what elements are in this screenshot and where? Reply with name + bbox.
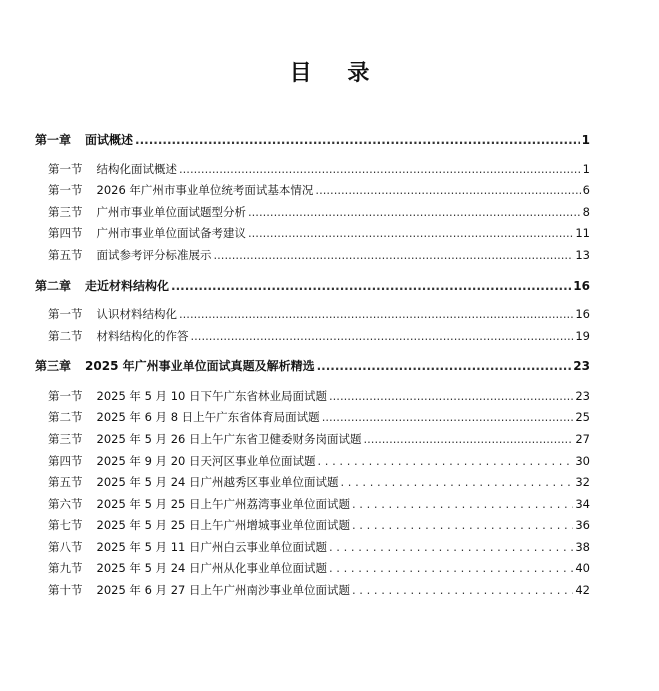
- dot-leader: [329, 561, 573, 575]
- chapter-label: 第一章: [35, 133, 72, 147]
- section-title: 2025 年 5 月 11 日广州白云事业单位面试题: [96, 540, 327, 554]
- page-number: 23: [575, 389, 590, 403]
- toc-section[interactable]: [48, 388, 590, 404]
- page-number: 30: [575, 454, 590, 468]
- section-label: 第三节: [48, 432, 83, 446]
- dot-leader: [179, 162, 581, 176]
- page-number: 16: [573, 279, 590, 293]
- section-label: 第七节: [48, 518, 83, 532]
- dot-leader: [135, 133, 580, 147]
- dot-leader: [191, 329, 574, 343]
- page-number: 42: [575, 583, 590, 597]
- toc-section[interactable]: [48, 247, 590, 263]
- section-label: 第二节: [48, 410, 83, 424]
- toc-section[interactable]: [48, 182, 590, 198]
- toc-section[interactable]: [48, 582, 590, 598]
- page-number: 32: [575, 475, 590, 489]
- section-title: 2025 年 6 月 27 日上午广州南沙事业单位面试题: [96, 583, 350, 597]
- dot-leader: [322, 410, 574, 424]
- section-label: 第九节: [48, 561, 83, 575]
- toc-section[interactable]: [48, 517, 590, 533]
- dot-leader: [315, 183, 580, 197]
- page-number: 27: [575, 432, 590, 446]
- page-number: 16: [575, 307, 590, 321]
- page-number: 13: [575, 248, 590, 262]
- section-label: 第一节: [48, 183, 83, 197]
- toc-chapter-2[interactable]: [35, 277, 590, 294]
- toc-section[interactable]: [48, 409, 590, 425]
- dot-leader: [171, 279, 571, 293]
- page-title: 目 录: [289, 61, 384, 86]
- dot-leader: [214, 248, 574, 262]
- dot-leader: [179, 307, 573, 321]
- page-number: 23: [573, 359, 590, 373]
- toc-section[interactable]: [48, 539, 590, 555]
- section-title: 广州市事业单位面试题型分析: [96, 205, 246, 219]
- toc-section[interactable]: [48, 431, 590, 447]
- section-title: 2026 年广州市事业单位统考面试基本情况: [96, 183, 314, 197]
- section-title: 材料结构化的作答: [96, 329, 189, 343]
- section-label: 第一节: [48, 389, 83, 403]
- section-label: 第四节: [48, 454, 83, 468]
- page-number: 34: [575, 497, 590, 511]
- dot-leader: [329, 389, 573, 403]
- page-number: 8: [582, 205, 590, 219]
- chapter-label: 第二章: [35, 279, 72, 293]
- page-number: 38: [575, 540, 590, 554]
- dot-leader: [352, 497, 573, 511]
- toc-chapter-1[interactable]: [35, 131, 590, 148]
- section-label: 第八节: [48, 540, 83, 554]
- toc-chapter-3[interactable]: [35, 357, 590, 374]
- toc-section[interactable]: [48, 560, 590, 576]
- chapter-title: 面试概述: [85, 133, 134, 147]
- chapter-label: 第三章: [35, 359, 72, 373]
- section-title: 2025 年 5 月 26 日上午广东省卫健委财务岗面试题: [96, 432, 362, 446]
- dot-leader: [329, 540, 573, 554]
- dot-leader: [341, 475, 574, 489]
- toc-section[interactable]: [48, 474, 590, 490]
- section-label: 第三节: [48, 205, 83, 219]
- section-label: 第二节: [48, 329, 83, 343]
- dot-leader: [318, 454, 574, 468]
- toc-section[interactable]: [48, 225, 590, 241]
- dot-leader: [248, 226, 573, 240]
- section-label: 第一节: [48, 307, 83, 321]
- page-number: 1: [581, 133, 590, 147]
- dot-leader: [248, 205, 581, 219]
- page-number: 25: [575, 410, 590, 424]
- section-title: 2025 年 6 月 8 日上午广东省体育局面试题: [96, 410, 320, 424]
- toc-section[interactable]: [48, 204, 590, 220]
- dot-leader: [352, 583, 573, 597]
- toc-section[interactable]: [48, 328, 590, 344]
- page-number: 11: [575, 226, 590, 240]
- section-label: 第六节: [48, 497, 83, 511]
- toc-section[interactable]: [48, 161, 590, 177]
- dot-leader: [317, 359, 572, 373]
- section-title: 面试参考评分标准展示: [96, 248, 212, 262]
- page-number: 6: [582, 183, 590, 197]
- page-number: 36: [575, 518, 590, 532]
- toc-section[interactable]: [48, 496, 590, 512]
- page-number: 19: [575, 329, 590, 343]
- chapter-title: 走近材料结构化: [85, 279, 170, 293]
- page-number: 40: [575, 561, 590, 575]
- page-number: 1: [582, 162, 590, 176]
- section-label: 第五节: [48, 248, 83, 262]
- section-title: 2025 年 5 月 25 日上午广州增城事业单位面试题: [96, 518, 350, 532]
- section-title: 2025 年 5 月 10 日下午广东省林业局面试题: [96, 389, 327, 403]
- dot-leader: [352, 518, 573, 532]
- dot-leader: [364, 432, 574, 446]
- section-label: 第一节: [48, 162, 83, 176]
- chapter-title: 2025 年广州事业单位面试真题及解析精选: [85, 359, 315, 373]
- section-label: 第五节: [48, 475, 83, 489]
- toc-section[interactable]: [48, 453, 590, 469]
- section-title: 结构化面试概述: [96, 162, 177, 176]
- section-title: 2025 年 9 月 20 日天河区事业单位面试题: [96, 454, 316, 468]
- section-title: 2025 年 5 月 24 日广州从化事业单位面试题: [96, 561, 327, 575]
- section-label: 第十节: [48, 583, 83, 597]
- section-label: 第四节: [48, 226, 83, 240]
- section-title: 2025 年 5 月 24 日广州越秀区事业单位面试题: [96, 475, 339, 489]
- section-title: 2025 年 5 月 25 日上午广州荔湾事业单位面试题: [96, 497, 350, 511]
- section-title: 广州市事业单位面试备考建议: [96, 226, 246, 240]
- toc-section[interactable]: [48, 306, 590, 322]
- section-title: 认识材料结构化: [96, 307, 177, 321]
